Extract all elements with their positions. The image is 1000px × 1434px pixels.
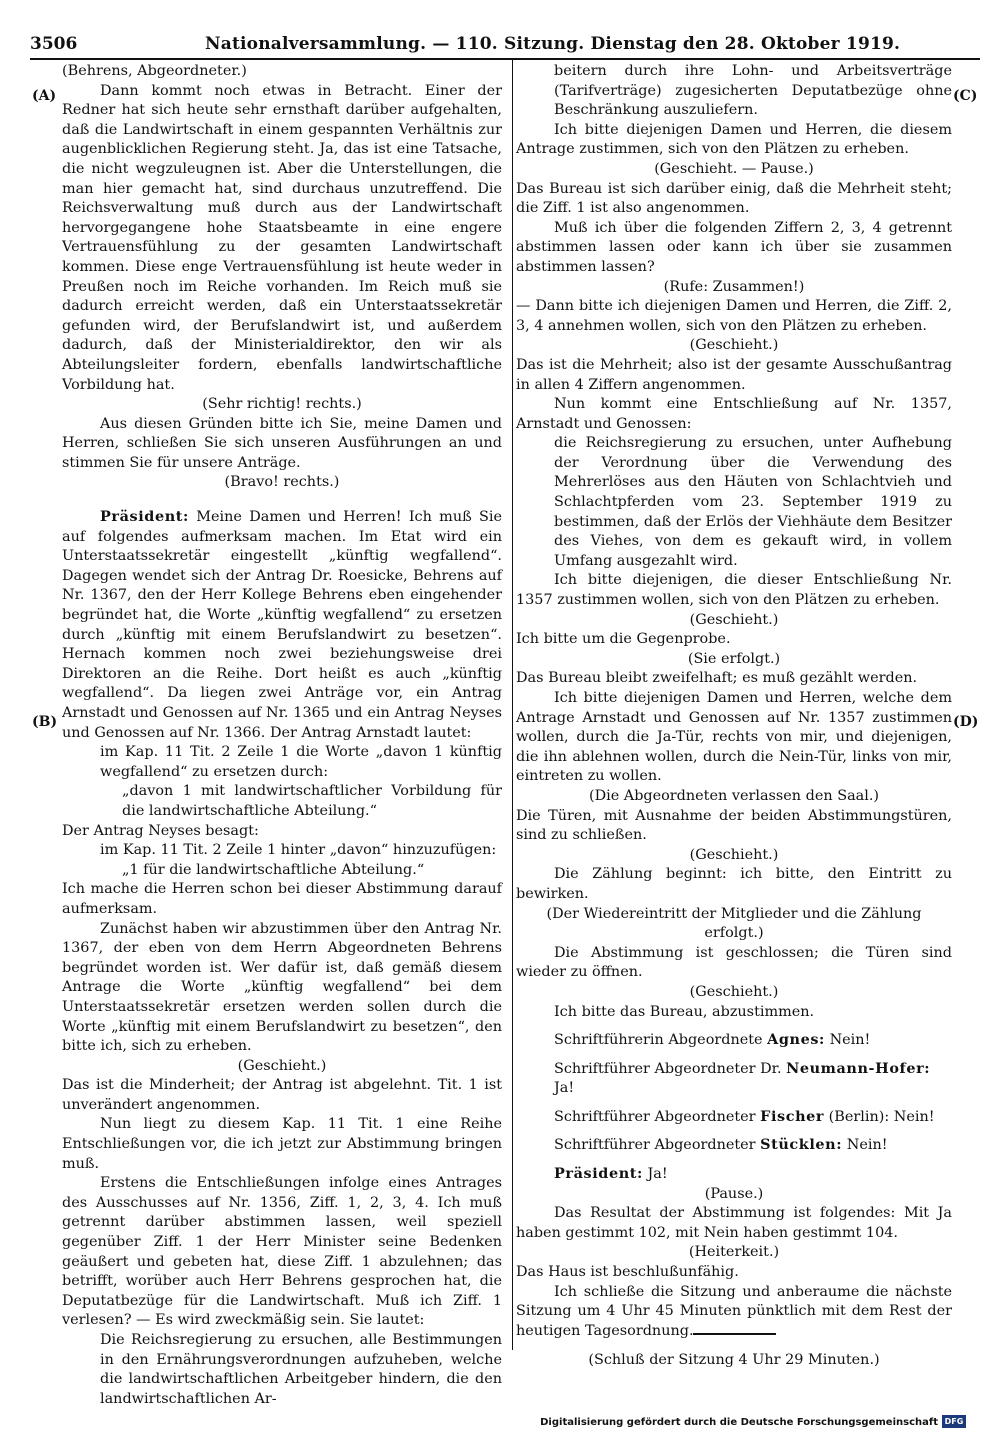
digitization-credit: Digitalisierung gefördert durch die Deutsche Forschungsgemeinschaft <box>540 1417 938 1428</box>
president-vote: Präsident: Ja! <box>554 1165 668 1183</box>
speaker-label: Präsident: <box>100 508 189 526</box>
motion-quote: „1 für die landwirtschaftliche Abteilung.“ <box>122 861 425 878</box>
paragraph: Ich schließe die Sitzung und anberaume die nächste Sitzung um 4 Uhr 45 Minuten pünktlich mit dem Rest der heutigen Tagesordnung. <box>516 1283 952 1339</box>
paragraph: Ich bitte um die Gegenprobe. <box>516 631 731 648</box>
paragraph: Aus diesen Gründen bitte ich Sie, meine Damen und Herren, schließen Sie sich unseren Ausführungen an und stimmen Sie für unsere Anträge. <box>62 415 502 471</box>
paragraph: Nun liegt zu diesem Kap. 11 Tit. 1 eine Reihe Entschließungen vor, die ich jetzt zur Abstimmung bringen muß. <box>62 1116 502 1172</box>
paragraph: Muß ich über die folgenden Ziffern 2, 3, 4 getrennt abstimmen lassen oder kann ich über sie zusammen abstimmen lassen? <box>516 219 952 275</box>
paragraph: Ich bitte das Bureau, abzustimmen. <box>554 1003 815 1020</box>
paragraph: Erstens die Entschließungen infolge eines Antrages des Ausschusses auf Nr. 1356, Ziff. 1, 2, 3, 4. Ich muß getrennt darüber abstimmen lassen, weil speziell gegenüber Ziff. 1 der Herr Minister seine Bedenken geäußert und gebeten hat, diese Ziff. 1 abzulehnen; das betrifft, worüber auch Herr Behrens gesprochen hat, die Deputatbezüge für die Landwirtschaft. Muß ich Ziff. 1 verlesen? — Es wird zweckmäßig sein. Sie lautet: <box>62 1175 502 1329</box>
paragraph: Das Bureau ist sich darüber einig, daß die Mehrheit steht; die Ziff. 1 ist also angenommen. <box>516 180 952 217</box>
motion-text: Die Reichsregierung zu ersuchen, alle Bestimmungen in den Ernährungsverordnungen aufzuheben, welche die landwirtschaftlichen Arbeitgeber hindern, die den landwirtschaftlichen Ar- <box>100 1332 502 1407</box>
president-paragraph <box>62 507 502 743</box>
interjection: (Geschieht.) <box>689 611 779 628</box>
interjection: (Der Wiedereintritt der Mitglieder und die Zählung erfolgt.) <box>546 905 922 942</box>
interjection: (Geschieht.) <box>689 337 779 354</box>
motion-text: im Kap. 11 Tit. 2 Zeile 1 hinter „davon“ hinzuzufügen: <box>100 842 497 859</box>
interjection: (Rufe: Zusammen!) <box>663 278 805 295</box>
margin-marker-d: (D) <box>953 714 979 730</box>
page-number: 3506 <box>30 34 78 54</box>
paragraph: Nun kommt eine Entschließung auf Nr. 1357, Arnstadt und Genossen: <box>516 396 952 432</box>
paragraph: Ich bitte diejenigen, die dieser Entschließung Nr. 1357 zustimmen wollen, sich von den Plätzen zu erheben. <box>516 572 952 609</box>
paragraph: Dann kommt noch etwas in Betracht. Einer der Redner hat sich heute sehr ernsthaft darüber aufgehalten, daß die Landwirtschaft in einem gespannten Verhältnis zur augenblicklichen Regierung steht. Ja, das ist eine Tatsache, die nicht wegzuleugnen ist. Aber die Unterstellungen, die man hier gemacht hat, sind durchaus unzutreffend. Die Reichsverwaltung muß durch aus der Landwirtschaft hervorgegangene hohe Staatsbeamte in eine engere Vertrauensfühlung zu der gesamten Landwirtschaft kommen. Diese enge Vertrauensfühlung ist heute weder in Preußen noch im Reiche vorhanden. Im Reich muß sie dadurch erreicht werden, daß ein Unterstaatssekretär gefunden wird, der Berufslandwirt ist, und außerdem dadurch, daß der Ministerialdirektor, den wir als Abteilungsleiter fordern, ebenfalls landwirtschaftliche Vorbildung hat. <box>62 82 502 393</box>
interjection: (Sie erfolgt.) <box>687 650 781 667</box>
vote-entry: Schriftführerin Abgeordnete Agnes: Nein! <box>554 1031 871 1049</box>
margin-marker-c: (C) <box>953 88 978 104</box>
paragraph: Die Abstimmung ist geschlossen; die Türen sind wieder zu öffnen. <box>516 944 952 981</box>
motion-text: beitern durch ihre Lohn- und Arbeitsverträge (Tarifverträge) zugesicherten Deputatbezüge ohne Beschränkung auszuliefern. <box>554 63 952 119</box>
column-separator <box>512 60 513 1350</box>
page-header <box>30 34 980 56</box>
motion-text: im Kap. 11 Tit. 2 Zeile 1 die Worte „davon 1 künftig wegfallend“ zu ersetzen durch: <box>100 744 502 780</box>
vote-entry: Schriftführer Abgeordneter Stücklen: Nein! <box>554 1136 888 1154</box>
margin-marker-a: (A) <box>32 88 57 104</box>
end-rule <box>693 1333 776 1335</box>
dfg-logo-icon: DFG <box>942 1415 966 1428</box>
interjection: (Geschieht.) <box>237 1057 327 1074</box>
paragraph: Das Haus ist beschlußunfähig. <box>516 1264 739 1281</box>
closing-note: (Schluß der Sitzung 4 Uhr 29 Minuten.) <box>588 1352 880 1369</box>
vote-entry: Schriftführer Abgeordneter Dr. Neumann-Hofer: Ja! <box>554 1059 931 1097</box>
motion-text: die Reichsregierung zu ersuchen, unter Aufhebung der Verordnung über die Verwendung des Mehrerlöses aus den Häuten von Schlachtvieh und Schlachtpferden vom 23. September 1919 zu bestimmen, daß der Erlös der Viehhäute dem Besitzer des Viehes, von dem es gekauft wird, in vollem Umfang ausgezahlt wird. <box>554 435 952 569</box>
header-rule <box>30 58 980 60</box>
running-title: Nationalversammlung. — 110. Sitzung. Dienstag den 28. Oktober 1919. <box>205 34 901 54</box>
paragraph: Die Türen, mit Ausnahme der beiden Abstimmungstüren, sind zu schließen. <box>516 807 952 844</box>
paragraph: Ich mache die Herren schon bei dieser Abstimmung darauf aufmerksam. <box>62 881 502 917</box>
interjection: (Pause.) <box>704 1185 764 1202</box>
right-column <box>516 62 952 1371</box>
margin-marker-b: (B) <box>32 714 58 730</box>
paragraph: Ich bitte diejenigen Damen und Herren, welche dem Antrage Arnstadt und Genossen auf Nr. 1357 zustimmen wollen, durch die Ja-Tür, rechts von mir, und diejenigen, die ihn ablehnen wollen, durch die Nein-Tür, links von mir, eintreten zu wollen. <box>516 690 952 785</box>
interjection: (Bravo! rechts.) <box>224 474 340 491</box>
left-column <box>62 62 502 1409</box>
paragraph: Der Antrag Neyses besagt: <box>62 822 259 839</box>
paragraph: Zunächst haben wir abzustimmen über den Antrag Nr. 1367, der eben von dem Herrn Abgeordneten Behrens begründet worden ist. Wer dafür ist, daß gemäß diesem Antrage die Worte „künftig wegfallend“ bei dem Unterstaatssekretär ersetzen werden sollen durch die Worte „künftig mit einem Berufslandwirt zu besetzen“, den bitte ich, sich zu erheben. <box>62 920 502 1055</box>
paragraph: Das ist die Mehrheit; also ist der gesamte Ausschußantrag in allen 4 Ziffern angenommen. <box>516 356 952 393</box>
paragraph: Das Resultat der Abstimmung ist folgendes: Mit Ja haben gestimmt 102, mit Nein haben gestimmt 104. <box>516 1205 952 1241</box>
interjection: (Sehr richtig! rechts.) <box>202 396 362 413</box>
interjection: (Geschieht.) <box>689 983 779 1000</box>
paragraph: — Dann bitte ich diejenigen Damen und Herren, die Ziff. 2, 3, 4 annehmen wollen, sich von den Plätzen zu erheben. <box>516 298 952 334</box>
interjection: (Geschieht. — Pause.) <box>654 160 814 177</box>
interjection: (Heiterkeit.) <box>688 1244 780 1261</box>
paragraph-text: Meine Damen und Herren! Ich muß Sie auf folgendes aufmerksam machen. Im Etat wird ein Unterstaatssekretär eingestellt „künftig wegfallend“. Dagegen wendet sich der Antrag Dr. Roesicke, Behrens auf Nr. 1367, den der Herr Kollege Behrens eben eingehender begründet hat, die Worte „künftig wegfallend“ zu ersetzen durch „künftig mit einem Berufslandwirt zu besetzen“. Hernach kommen noch zwei beziehungsweise drei Direktoren an die Reihe. Dort heißt es auch „künftig wegfallend“. Da liegen zwei Anträge vor, ein Antrag Arnstadt und Genossen auf Nr. 1365 und ein Antrag Neyses und Genossen auf Nr. 1366. Der Antrag Arnstadt lautet: <box>62 509 503 741</box>
interjection: (Geschieht.) <box>689 846 779 863</box>
paragraph: Das Bureau bleibt zweifelhaft; es muß gezählt werden. <box>516 670 918 687</box>
vote-entry: Schriftführer Abgeordneter Fischer (Berlin): Nein! <box>554 1107 935 1125</box>
paragraph: Die Zählung beginnt: ich bitte, den Eintritt zu bewirken. <box>516 866 952 902</box>
paragraph: Ich bitte diejenigen Damen und Herren, die diesem Antrage zustimmen, sich von den Plätzen zu erheben. <box>516 121 952 158</box>
interjection: (Die Abgeordneten verlassen den Saal.) <box>588 787 880 804</box>
motion-quote: „davon 1 mit landwirtschaftlicher Vorbildung für die landwirtschaftliche Abteilung.“ <box>122 783 502 819</box>
paragraph: Das ist die Minderheit; der Antrag ist abgelehnt. Tit. 1 ist unverändert angenommen. <box>62 1077 502 1113</box>
speaker-note: (Behrens, Abgeordneter.) <box>62 63 247 79</box>
